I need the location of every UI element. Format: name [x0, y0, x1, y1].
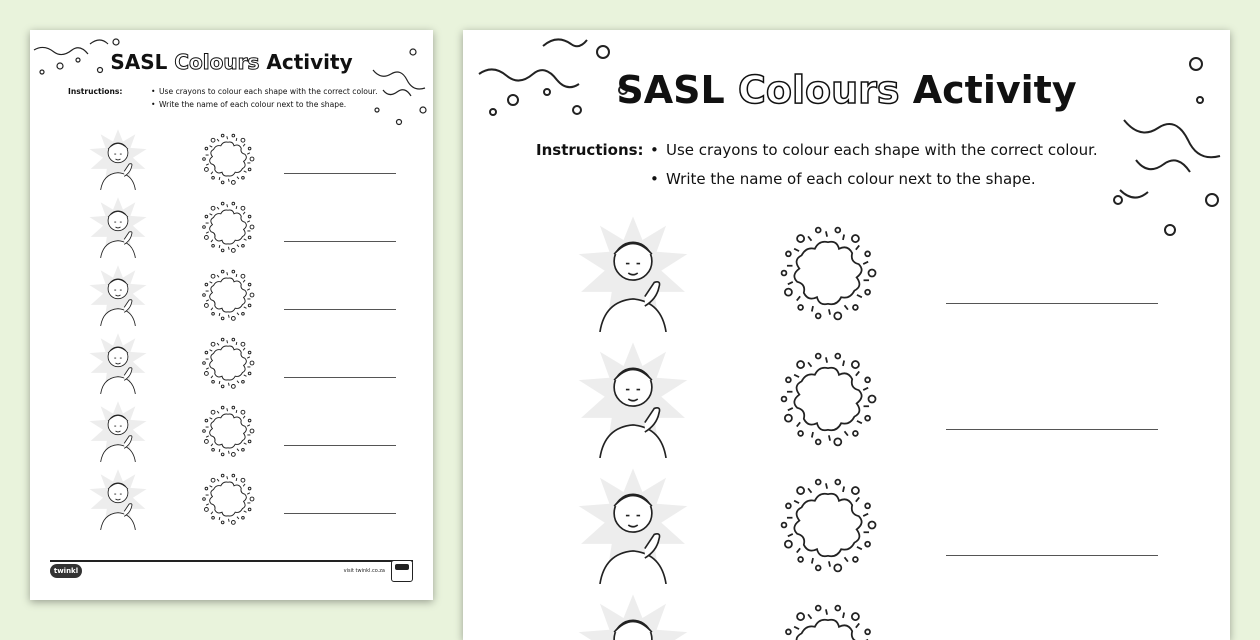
instructions-label: Instructions: — [536, 141, 644, 159]
activity-row — [463, 592, 1230, 640]
answer-line[interactable] — [284, 513, 396, 514]
instruction-item: • Write the name of each colour next to the shape. — [159, 100, 378, 113]
answer-line[interactable] — [946, 303, 1158, 304]
paint-splat-icon — [198, 196, 258, 258]
answer-line[interactable] — [284, 445, 396, 446]
paint-splat-icon — [198, 332, 258, 394]
person-signing-icon — [78, 128, 158, 190]
footer-divider — [50, 560, 413, 562]
activity-row — [463, 466, 1230, 584]
quality-badge-icon — [391, 560, 413, 582]
instructions-label: Instructions: — [68, 87, 123, 96]
answer-line[interactable] — [946, 429, 1158, 430]
answer-line[interactable] — [284, 309, 396, 310]
activity-row — [30, 264, 433, 326]
paint-splat-icon — [198, 400, 258, 462]
instruction-list — [159, 87, 378, 113]
paint-splat-icon — [198, 468, 258, 530]
person-signing-icon — [553, 592, 713, 640]
activity-row — [463, 214, 1230, 332]
person-signing-icon — [553, 340, 713, 458]
instruction-item: • Write the name of each colour next to the shape. — [666, 170, 1098, 199]
person-signing-icon — [78, 468, 158, 530]
person-signing-icon — [78, 196, 158, 258]
paint-splat-icon — [773, 466, 883, 584]
paint-splat-icon — [773, 340, 883, 458]
worksheet-preview-large — [463, 30, 1230, 640]
instruction-item: • Use crayons to colour each shape with the correct colour. — [666, 141, 1098, 170]
person-signing-icon — [553, 466, 713, 584]
activity-row — [30, 128, 433, 190]
answer-line[interactable] — [284, 241, 396, 242]
instruction-item: • Use crayons to colour each shape with the correct colour. — [159, 87, 378, 100]
activity-row — [463, 340, 1230, 458]
paint-splat-icon — [773, 592, 883, 640]
activity-row — [30, 400, 433, 462]
page-title: SASL Colours Activity — [110, 50, 353, 74]
twinkl-logo: twinkl — [50, 564, 82, 578]
paint-splat-icon — [198, 264, 258, 326]
answer-line[interactable] — [946, 555, 1158, 556]
worksheet-preview-small — [30, 30, 433, 600]
answer-line[interactable] — [284, 173, 396, 174]
person-signing-icon — [78, 332, 158, 394]
person-signing-icon — [78, 264, 158, 326]
paint-splat-icon — [773, 214, 883, 332]
page-title: SASL Colours Activity — [616, 68, 1077, 112]
paint-splat-icon — [198, 128, 258, 190]
activity-row — [30, 196, 433, 258]
answer-line[interactable] — [284, 377, 396, 378]
person-signing-icon — [553, 214, 713, 332]
person-signing-icon — [78, 400, 158, 462]
footer-visit-text: visit twinkl.co.za — [343, 568, 385, 574]
activity-row — [30, 468, 433, 530]
instruction-list — [666, 141, 1098, 199]
activity-row — [30, 332, 433, 394]
